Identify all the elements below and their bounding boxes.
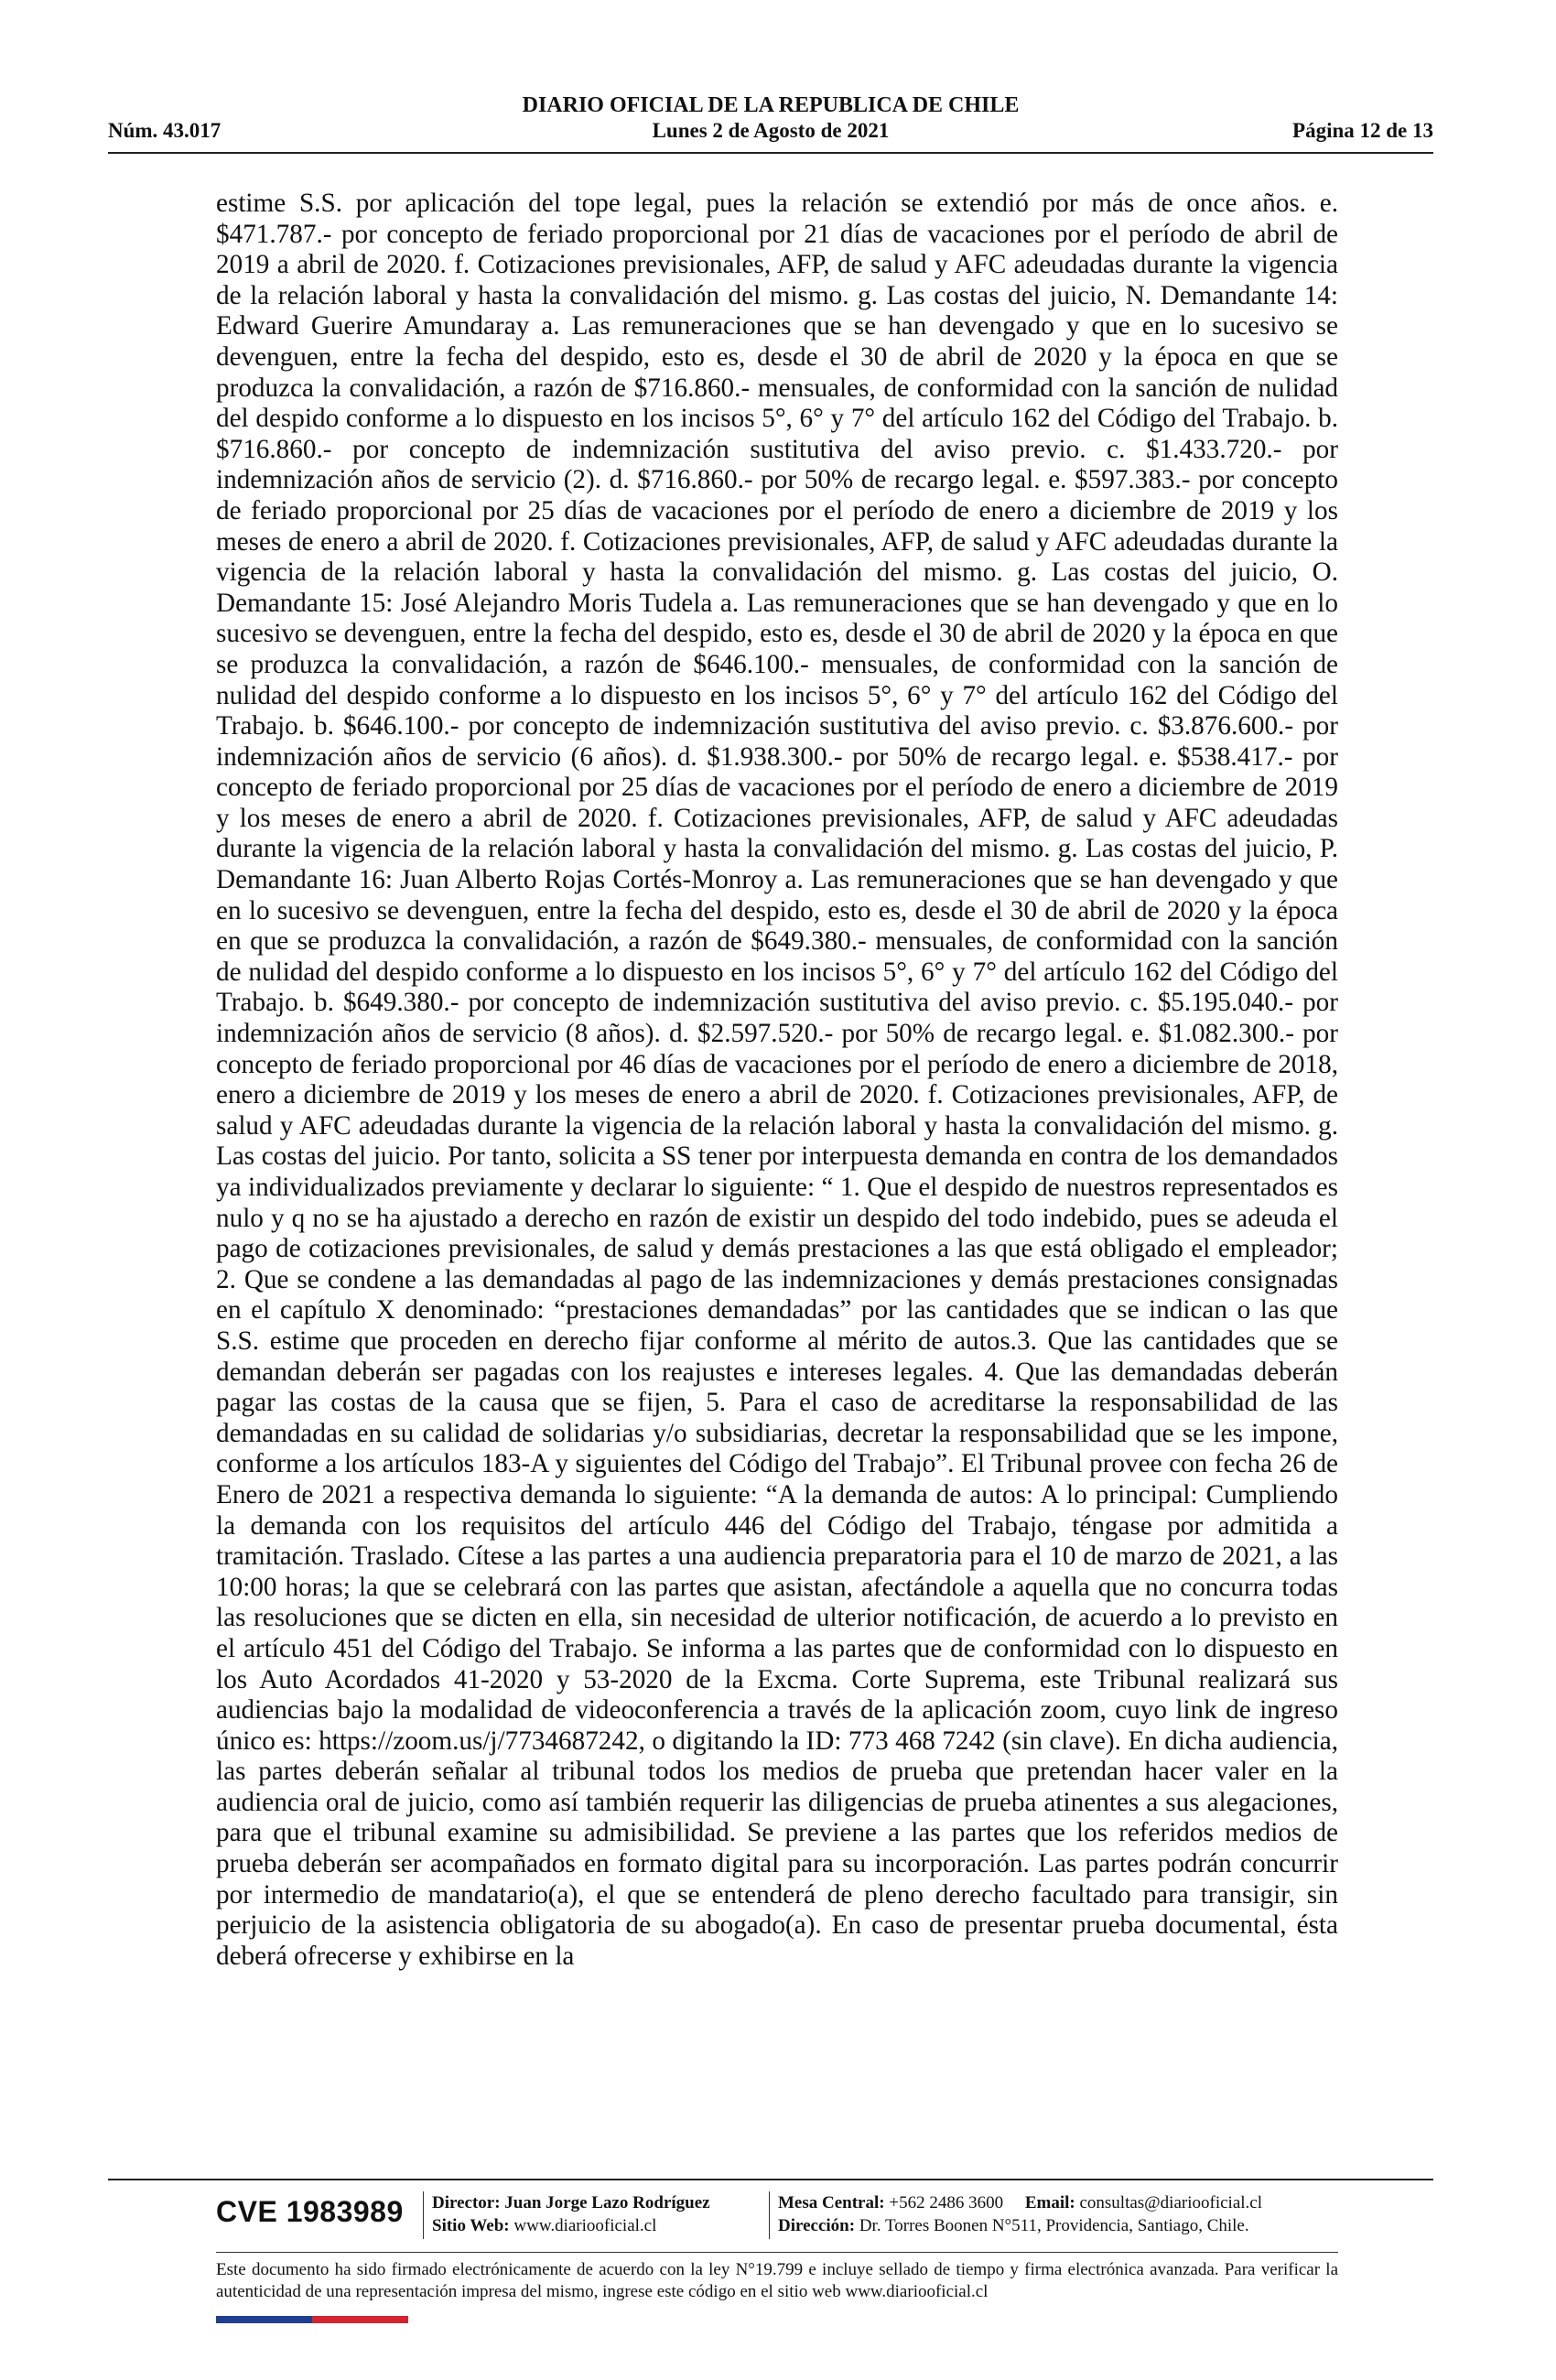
signature-disclaimer: Este documento ha sido firmado electrónicamente de acuerdo con la ley N°19.799 e incluye sellado de tiempo y firma electrónica avanzada. Para verificar la autenticidad de una representación impresa del mismo, ingrese este código en el sitio web www.diariooficial.cl bbox=[216, 2260, 1338, 2301]
flag-stripe bbox=[216, 2316, 408, 2323]
phone-number: +562 2486 3600 bbox=[889, 2193, 1004, 2212]
header-divider bbox=[108, 152, 1433, 154]
footer-contact-block bbox=[778, 2191, 1262, 2237]
page-footer bbox=[216, 2188, 1338, 2243]
page-header bbox=[108, 92, 1433, 148]
phone-label: Mesa Central: bbox=[778, 2193, 885, 2212]
footer-director-block bbox=[432, 2191, 710, 2237]
footer-divider-secondary bbox=[216, 2252, 1338, 2253]
footer-separator bbox=[769, 2191, 770, 2239]
address-text: Dr. Torres Boonen N°511, Providencia, Santiago, Chile. bbox=[859, 2216, 1249, 2235]
issue-date: Lunes 2 de Agosto de 2021 bbox=[652, 119, 890, 142]
address-label: Dirección: bbox=[778, 2216, 856, 2235]
footer-separator bbox=[423, 2191, 424, 2239]
director-label: Director: bbox=[432, 2193, 501, 2212]
director-name: Juan Jorge Lazo Rodríguez bbox=[504, 2193, 710, 2212]
page-indicator: Página 12 de 13 bbox=[1292, 119, 1433, 142]
email-label: Email: bbox=[1024, 2193, 1075, 2212]
cve-code: CVE 1983989 bbox=[216, 2195, 404, 2228]
flag-blue-segment bbox=[216, 2316, 312, 2323]
header-meta-row bbox=[108, 119, 1433, 146]
footer-divider bbox=[108, 2179, 1433, 2180]
publication-title: DIARIO OFICIAL DE LA REPUBLICA DE CHILE bbox=[522, 93, 1020, 117]
flag-red-segment bbox=[312, 2316, 408, 2323]
issue-number: Núm. 43.017 bbox=[108, 119, 222, 142]
website-link[interactable]: www.diariooficial.cl bbox=[513, 2216, 657, 2235]
body-paragraph: estime S.S. por aplicación del tope legal, pues la relación se extendió por más de once años. e. $471.787.- por concepto de feriado proporcional por 21 días de vacaciones por el período de abril de 2019 a abril de 2020. f. Cotizaciones previsionales, AFP, de salud y AFC adeudadas durante la vigencia de la relación laboral y hasta la convalidación del mismo. g. Las costas del juicio, N. Demandante 14: Edward Guerire Amundaray a. Las remuneraciones que se han devengado y que en lo sucesivo se devenguen, entre la fecha del despido, esto es, desde el 30 de abril de 2020 y la época en que se produzca la convalidación, a razón de $716.860.- mensuales, de conformidad con la sanción de nulidad del despido conforme a lo dispuesto en los incisos 5°, 6° y 7° del artículo 162 del Código del Trabajo. b. $716.860.- por concepto de indemnización sustitutiva del aviso previo. c. $1.433.720.- por indemnización años de servicio (2). d. $716.860.- por 50% de recargo legal. e. $597.383.- por concepto de feriado proporcional por 25 días de vacaciones por el período de enero a diciembre de 2019 y los meses de enero a abril de 2020. f. Cotizaciones previsionales, AFP, de salud y AFC adeudadas durante la vigencia de la relación laboral y hasta la convalidación del mismo. g. Las costas del juicio, O. Demandante 15: José Alejandro Moris Tudela a. Las remuneraciones que se han devengado y que en lo sucesivo se devenguen, entre la fecha del despido, esto es, desde el 30 de abril de 2020 y la época en que se produzca la convalidación, a razón de $646.100.- mensuales, de conformidad con la sanción de nulidad del despido conforme a lo dispuesto en los incisos 5°, 6° y 7° del artículo 162 del Código del Trabajo. b. $646.100.- por concepto de indemnización sustitutiva del aviso previo. c. $3.876.600.- por indemnización años de servicio (6 años). d. $1.938.300.- por 50% de recargo legal. e. $538.417.- por concepto de feriado proporcional por 25 días de vacaciones por el período de enero a diciembre de 2019 y los meses de enero a abril de 2020. f. Cotizaciones previsionales, AFP, de salud y AFC adeudadas durante la vigencia de la relación laboral y hasta la convalidación del mismo. g. Las costas del juicio, P. Demandante 16: Juan Alberto Rojas Cortés-Monroy a. Las remuneraciones que se han devengado y que en lo sucesivo se devenguen, entre la fecha del despido, esto es, desde el 30 de abril de 2020 y la época en que se produzca la convalidación, a razón de $649.380.- mensuales, de conformidad con la sanción de nulidad del despido conforme a lo dispuesto en los incisos 5°, 6° y 7° del artículo 162 del Código del Trabajo. b. $649.380.- por concepto de indemnización sustitutiva del aviso previo. c. $5.195.040.- por indemnización años de servicio (8 años). d. $2.597.520.- por 50% de recargo legal. e. $1.082.300.- por concepto de feriado proporcional por 46 días de vacaciones por el período de enero a diciembre de 2018, enero a diciembre de 2019 y los meses de enero a abril de 2020. f. Cotizaciones previsionales, AFP, de salud y AFC adeudadas durante la vigencia de la relación laboral y hasta la convalidación del mismo. g. Las costas del juicio. Por tanto, solicita a SS tener por interpuesta demanda en contra de los demandados ya individualizados previamente y declarar lo siguiente: “ 1. Que el despido de nuestros representados es nulo y q no se ha ajustado a derecho en razón de existir un despido del todo indebido, pues se adeuda el pago de cotizaciones previsionales, de salud y demás prestaciones a las que está obligado el empleador; 2. Que se condene a las demandadas al pago de las indemnizaciones y demás prestaciones consignadas en el capítulo X denominado: “prestaciones demandadas” por las cantidades que se indican o las que S.S. estime que proceden en derecho fijar conforme al mérito de autos.3. Que las cantidades que se demandan deberán ser pagadas con los reajustes e intereses legales. 4. Que las demandadas deberán pagar las costas de la causa que se fijen, 5. Para el caso de acreditarse la responsabilidad de las demandadas en su calidad de solidarias y/o subsidiarias, decretar la responsabilidad que se les impone, conforme a los artículos 183-A y siguientes del Código del Trabajo”. El Tribunal provee con fecha 26 de Enero de 2021 a respectiva demanda lo siguiente: “A la demanda de autos: A lo principal: Cumpliendo la demanda con los requisitos del artículo 446 del Código del Trabajo, téngase por admitida a tramitación. Traslado. Cítese a las partes a una audiencia preparatoria para el 10 de marzo de 2021, a las 10:00 horas; la que se celebrará con las partes que asistan, afectándole a aquella que no concurra todas las resoluciones que se dicten en ella, sin necesidad de ulterior notificación, de acuerdo a lo previsto en el artículo 451 del Código del Trabajo. Se informa a las partes que de conformidad con lo dispuesto en los Auto Acordados 41-2020 y 53-2020 de la Excma. Corte Suprema, este Tribunal realizará sus audiencias bajo la modalidad de videoconferencia a través de la aplicación zoom, cuyo link de ingreso único es: https://zoom.us/j/7734687242, o digitando la ID: 773 468 7242 (sin clave). En dicha audiencia, las partes deberán señalar al tribunal todos los medios de prueba que pretendan hacer valer en la audiencia oral de juicio, como así también requerir las diligencias de prueba atinentes a sus alegaciones, para que el tribunal examine su admisibilidad. Se previene a las partes que los referidos medios de prueba deberán ser acompañados en formato digital para su incorporación. Las partes podrán concurrir por intermedio de mandatario(a), el que se entenderá de pleno derecho facultado para transigir, sin perjuicio de la asistencia obligatoria de su abogado(a). En caso de presentar prueba documental, ésta deberá ofrecerse y exhibirse en la bbox=[216, 189, 1338, 1971]
email-link[interactable]: consultas@diariooficial.cl bbox=[1079, 2193, 1262, 2212]
website-label: Sitio Web: bbox=[432, 2216, 510, 2235]
